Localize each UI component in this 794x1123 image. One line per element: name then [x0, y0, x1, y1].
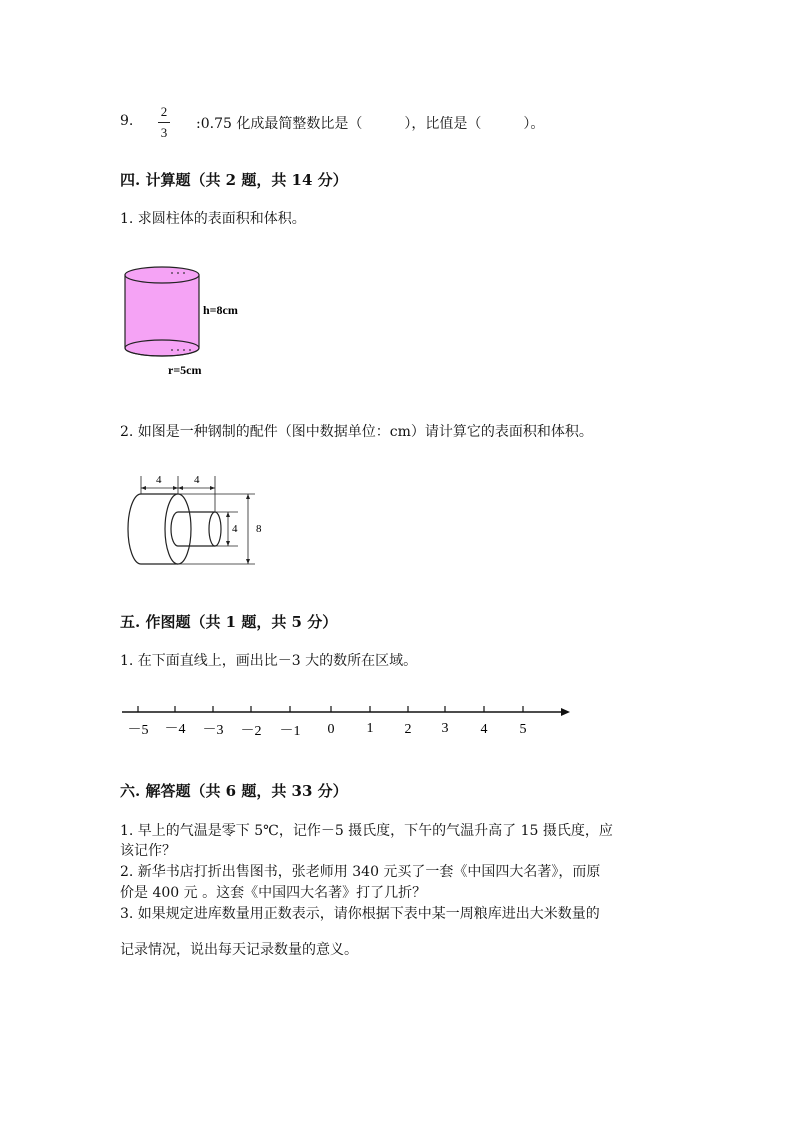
section4-heading: 四. 计算题（共 2 题，共 14 分）	[120, 171, 348, 189]
section5-heading: 五. 作图题（共 1 题，共 5 分）	[120, 613, 338, 631]
tick-label: －5	[127, 723, 149, 738]
section6-heading: 六. 解答题（共 6 题，共 33 分）	[120, 782, 348, 800]
section6-q1-line1: 1. 早上的气温是零下 5℃，记作－5 摄氏度，下午的气温升高了 15 摄氏度，应	[120, 823, 613, 839]
q9-fraction-denominator: 3	[160, 125, 168, 140]
cylinder-radius-label: r=5cm	[168, 363, 202, 377]
q9-number: 9.	[120, 113, 134, 129]
number-line-arrow	[561, 708, 570, 716]
number-line	[118, 700, 578, 745]
dim-outer: 8	[256, 523, 262, 535]
section4-q2: 2. 如图是一种钢制的配件（图中数据单位：cm）请计算它的表面积和体积。	[120, 424, 593, 440]
cylinder-height-label: h=8cm	[203, 303, 238, 317]
cylinder-body	[125, 275, 199, 356]
tick-label: 5	[519, 722, 527, 737]
tick-label: －2	[240, 724, 262, 739]
tick-label: 4	[480, 722, 488, 737]
tick-label: 2	[404, 722, 412, 737]
big-cylinder-left-face	[128, 494, 141, 564]
dim-top-right: 4	[194, 474, 200, 486]
tick-label: －3	[202, 723, 224, 738]
q9-text: :0.75 化成最简整数比是（ ），比值是（ ）。	[196, 116, 545, 132]
tick-label: 0	[327, 722, 335, 737]
dim-inner: 4	[232, 523, 238, 535]
small-cylinder-right-face	[209, 512, 221, 546]
tick-label: 3	[441, 721, 449, 736]
section6-q2-line2: 价是 400 元 。这套《中国四大名著》打了几折？	[120, 885, 427, 901]
fraction-bar	[158, 122, 170, 123]
section5-q1: 1. 在下面直线上，画出比－3 大的数所在区域。	[120, 653, 418, 669]
section6-q3-line2: 记录情况，说出每天记录数量的意义。	[120, 942, 358, 958]
number-line-ticks	[138, 706, 523, 712]
section6-q2-line1: 2. 新华书店打折出售图书，张老师用 340 元买了一套《中国四大名著》，而原	[120, 864, 601, 880]
section6-q3-line1: 3. 如果规定进库数量用正数表示，请你根据下表中某一周粮库进出大米数量的	[120, 906, 600, 922]
steel-part-figure	[118, 468, 278, 573]
q9-fraction-numerator: 2	[160, 104, 168, 119]
section6-q1-line2: 该记作？	[120, 843, 176, 859]
cylinder-top	[125, 267, 199, 283]
cylinder-figure	[110, 258, 270, 388]
tick-label: －1	[279, 724, 301, 739]
tick-label: －4	[164, 722, 186, 737]
section4-q1: 1. 求圆柱体的表面积和体积。	[120, 211, 306, 227]
dim-top-left: 4	[156, 474, 162, 486]
q9-fraction	[158, 104, 170, 141]
tick-label: 1	[366, 721, 374, 736]
